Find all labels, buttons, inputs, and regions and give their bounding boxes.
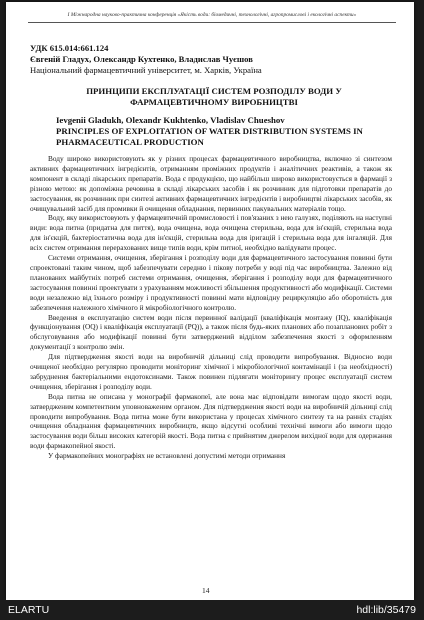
paragraph: Системи отримання, очищення, зберігання і розподілу води для фармацевтичного застосування повинні бути спроектовані таким чином, щоб забезпечувати середню і пікову потреби у воді під час виробництва. Залежно від планованих майбутніх потреб системи отримання, очищення, зберігання і розподілу води для фармацевтичного застосування повинні проектувати з урахуванням можливості збільшення продуктивності або модифікації. Системи води незалежно від їхнього розміру і продуктивності повинні мати відповідну рециркуляцію або оборотність для забезпечення належного хімічного й мікробіологічного контролю. [30,253,392,312]
title-ua-line1: ПРИНЦИПИ ЕКСПЛУАТАЦІЇ СИСТЕМ РОЗПОДІЛУ ВОДИ У [86,86,342,96]
page-number: 14 [202,586,210,595]
handle-id[interactable]: hdl:lib/35479 [356,604,416,616]
affiliation-ua: Національний фармацевтичний університет, м. Харків, Україна [30,65,262,75]
article-body [30,154,392,461]
repository-footer [0,600,424,620]
header-divider [28,22,396,23]
paragraph: Воду широко використовують як у різних процесах фармацевтичного виробництва, включно зі синтезом активних фармацевтичних інгредієнтів, отриманням проміжних продуктів і аналітичних реактивів, а також як компонент в складі лікарських препаратів. Вода є продукцією, що найбільш широко використовується в фармації з різною метою: як допоміжна речовина в складі лікарських засобів і як розчинник для підготовки препаратів до застосування, як розчинник при синтезі активних фармацевтичних інгредієнтів і виробництві лікарських засобів, як очищувальний засіб для промивки й очищення обладнання, первинних пакувальних матеріалів тощо. [30,154,392,213]
repository-name[interactable]: ELARTU [8,604,50,616]
title-en-line1: PRINCIPLES OF EXPLOITATION OF WATER DISTRIBUTION SYSTEMS IN [56,126,363,136]
paragraph: Для підтвердження якості води на виробничій дільниці слід проводити випробування. Відносно води очищеної необхідно регулярно проводити моніторинг хімічної і мікробіологічної контамінації і (за необхідності) забруднення бактеріальними ендотоксинами. Також повинен підлягати моніторингу процес експлуатації систем очищення, зберігання і розподілу води. [30,352,392,391]
title-en-line2: PHARMACEUTICAL PRODUCTION [56,137,204,147]
udk-code: УДК 615.014:661.124 [30,43,109,53]
paragraph: Вода питна не описана у монографії фармакопеї, але вона має відповідати вимогам щодо якості води, затвердженим компетентним уповноваженим органом. Для підтвердження якості води на виробничій дільниці слід проводити випробування. Вода питна може бути використана у процесах хімічного синтезу та на ранніх стадіях очищення обладнання фармацевтичних виробництв, якщо відсутні особливі технічні вимоги або вимоги щодо застосування води більш високих категорій якості. Вода питна є прийнятим джерелом вихідної води для одержання води фармакопейної якості. [30,391,392,451]
authors-ua: Євгеній Гладух, Олександр Кухтенко, Владислав Чуєшов [30,54,253,64]
title-ua-line2: ФАРМАЦЕВТИЧНОМУ ВИРОБНИЦТВІ [130,97,298,107]
conference-header: І Міжнародна науково-практична конференція «Якість води: біомедичні, технологічні, агропромислові і екологічні аспекти» [67,12,357,18]
paragraph: Введення в експлуатацію систем води після первинної валідації (кваліфікація монтажу (IQ), кваліфікація функціонування (OQ) і кваліфікація експлуатації (PQ)), а також після будь-яких планових або позапланових робіт з обслуговування або модифікації повинні бути затверджений відділом забезпечення якості з оформленням документації з контролю змін. [30,312,392,352]
authors-en: Ievgenii Gladukh, Olexandr Kukhtenko, Vladislav Chueshov [56,115,285,125]
document-page [6,2,414,600]
paragraph: Воду, яку використовують у фармацевтичній промисловості і пов'язаних з нею галузях, поділяють на наступні види: вода питна (придатна для пиття), вода очищена, вода очищена стерильна, вода для ін'єкцій, стерильна вода для ін'єкцій, бактеріостатична вода для ін'єкцій, стерильна вода для іригацій і стерильна вода для інгаляцій. Для всіх систем отримання перерахованих вище типів води, крім питної, необхідно валідувати процес. [30,213,392,253]
paragraph: У фармакопейних монографіях не встановлені допустимі методи отримання [48,451,286,461]
